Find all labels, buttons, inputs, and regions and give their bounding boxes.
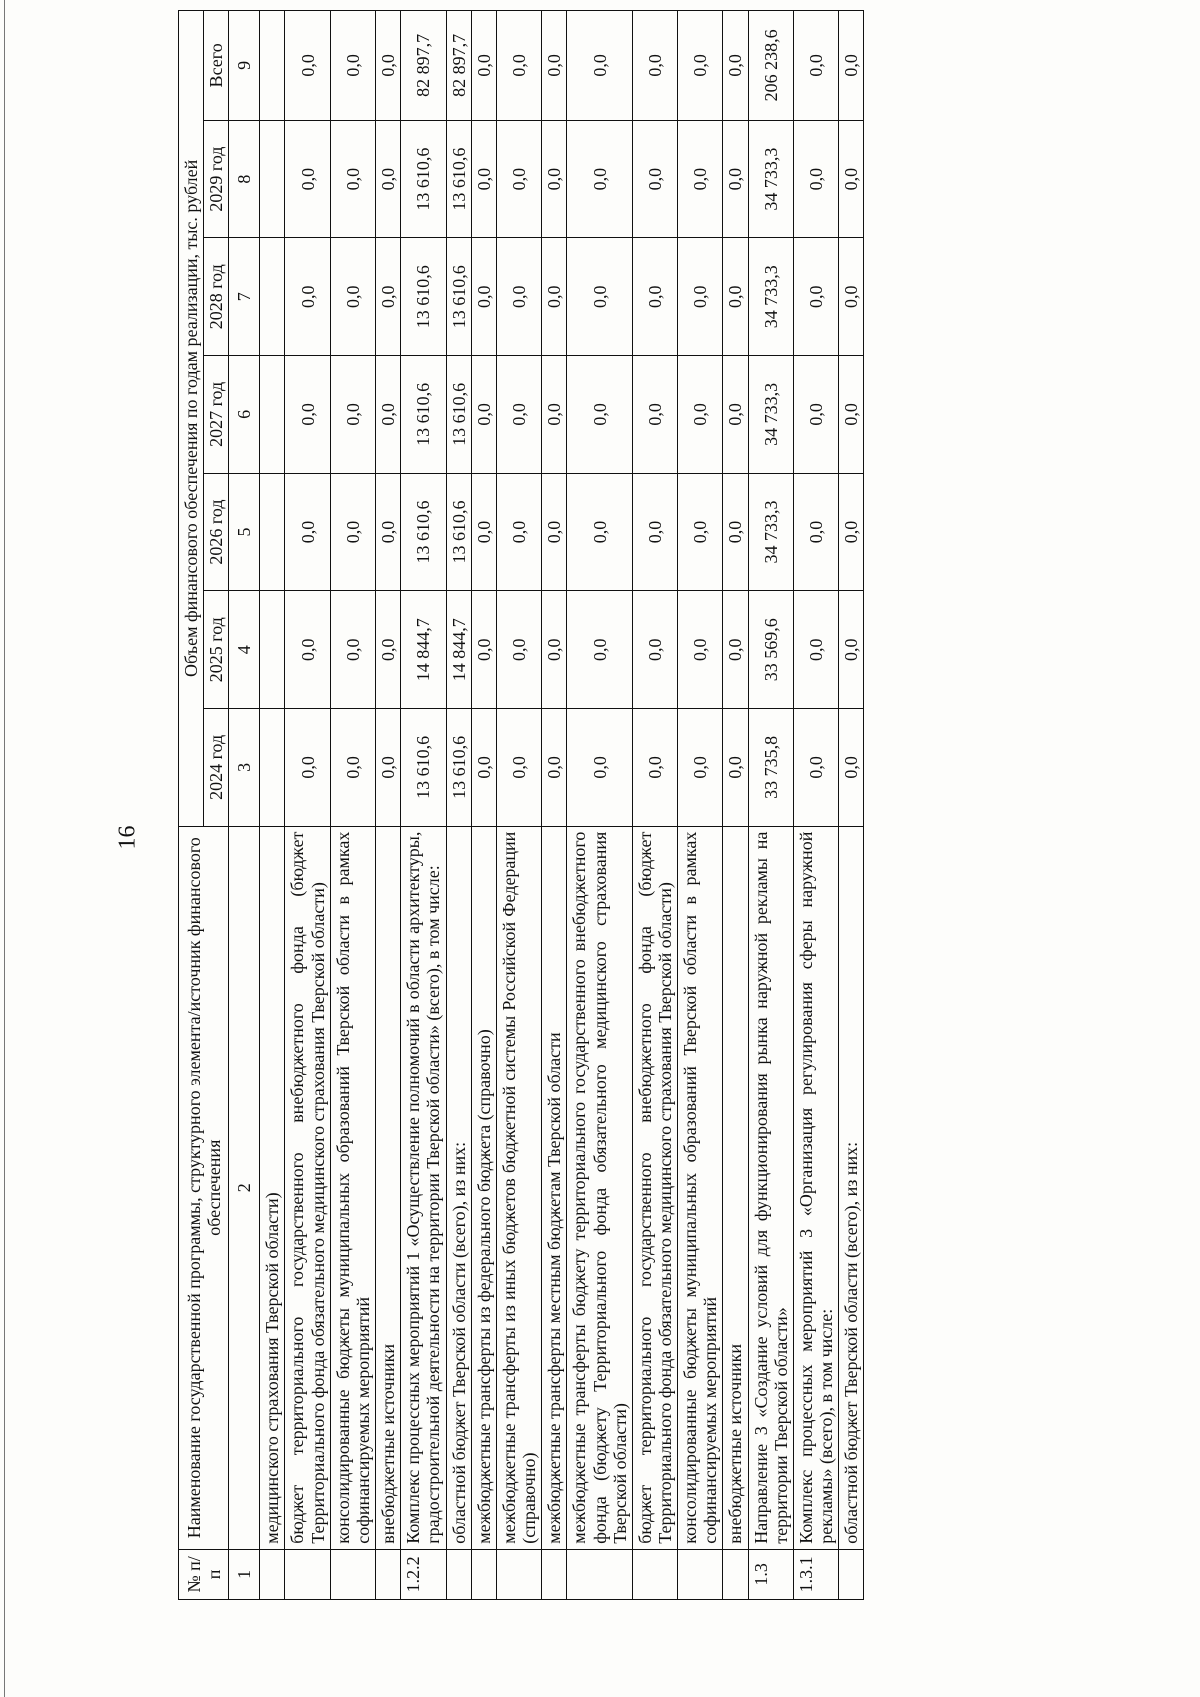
row-value: 0,0 (723, 11, 748, 121)
table-row (839, 11, 864, 1600)
row-value: 0,0 (376, 709, 401, 827)
row-value (260, 120, 285, 238)
row-number (285, 1549, 330, 1599)
header-year: 2024 год (204, 709, 229, 827)
row-value: 0,0 (793, 709, 838, 827)
table-body (260, 11, 864, 1600)
table-row (678, 11, 723, 1600)
row-value: 13 610,6 (446, 709, 471, 827)
row-name: консолидированные бюджеты муниципальных образований Тверской области в рамках софинансируемых мероприятий (330, 826, 375, 1549)
row-value: 0,0 (496, 356, 541, 474)
column-numbers-row (229, 11, 260, 1600)
row-value: 0,0 (839, 356, 864, 474)
row-value: 34 733,3 (748, 473, 793, 591)
row-number (567, 1549, 632, 1599)
row-value: 0,0 (678, 11, 723, 121)
row-value: 0,0 (567, 238, 632, 356)
row-value: 0,0 (567, 356, 632, 474)
table-row (330, 11, 375, 1600)
table-row (748, 11, 793, 1600)
column-number: 8 (229, 120, 260, 238)
row-value: 0,0 (542, 120, 567, 238)
row-value: 33 735,8 (748, 709, 793, 827)
row-value: 34 733,3 (748, 238, 793, 356)
row-value: 0,0 (471, 591, 496, 709)
row-value: 0,0 (839, 11, 864, 121)
table-row (542, 11, 567, 1600)
header-year: 2029 год (204, 120, 229, 238)
row-value: 0,0 (376, 238, 401, 356)
scan-edge-line (4, 0, 5, 1697)
row-number (446, 1549, 471, 1599)
row-value: 0,0 (542, 709, 567, 827)
column-number: 3 (229, 709, 260, 827)
row-value: 14 844,7 (446, 591, 471, 709)
row-value: 0,0 (567, 709, 632, 827)
row-number (678, 1549, 723, 1599)
row-value: 0,0 (567, 120, 632, 238)
row-name: Комплекс процессных мероприятий 1 «Осуществление полномочий в области архитектуры, градостроительной деятельности на территории Тверской области» (всего), в том числе: (401, 826, 446, 1549)
row-value: 0,0 (285, 238, 330, 356)
row-value: 0,0 (471, 709, 496, 827)
row-value: 34 733,3 (748, 120, 793, 238)
header-year: 2026 год (204, 473, 229, 591)
row-value: 0,0 (839, 238, 864, 356)
row-value: 13 610,6 (401, 356, 446, 474)
row-value: 0,0 (376, 356, 401, 474)
row-value: 0,0 (471, 11, 496, 121)
row-value: 0,0 (723, 356, 748, 474)
row-number (471, 1549, 496, 1599)
row-value: 0,0 (567, 591, 632, 709)
row-value: 82 897,7 (401, 11, 446, 121)
row-value: 0,0 (471, 473, 496, 591)
row-value: 0,0 (285, 473, 330, 591)
row-value: 13 610,6 (446, 238, 471, 356)
page-number: 16 (114, 825, 141, 850)
row-name: консолидированные бюджеты муниципальных образований Тверской области в рамках софинансируемых мероприятий (678, 826, 723, 1549)
table-row (401, 11, 446, 1600)
row-value: 0,0 (285, 356, 330, 474)
row-value: 0,0 (678, 238, 723, 356)
row-value: 0,0 (793, 238, 838, 356)
row-name: областной бюджет Тверской области (всего), из них: (446, 826, 471, 1549)
row-value: 0,0 (285, 591, 330, 709)
row-value: 0,0 (376, 11, 401, 121)
row-value: 0,0 (471, 238, 496, 356)
row-value: 0,0 (496, 238, 541, 356)
row-value: 0,0 (330, 473, 375, 591)
table-row (723, 11, 748, 1600)
row-name: внебюджетные источники (723, 826, 748, 1549)
header-name: Наименование государственной программы, структурного элемента/источник финансового обеспечения (179, 826, 229, 1549)
row-value: 0,0 (496, 11, 541, 121)
row-value: 13 610,6 (401, 238, 446, 356)
row-value: 0,0 (793, 591, 838, 709)
row-value: 0,0 (632, 356, 677, 474)
row-number (542, 1549, 567, 1599)
column-number: 2 (229, 826, 260, 1549)
column-number: 5 (229, 473, 260, 591)
table-row (567, 11, 632, 1600)
row-value: 0,0 (542, 473, 567, 591)
row-value: 0,0 (542, 11, 567, 121)
column-number: 9 (229, 11, 260, 121)
row-name: внебюджетные источники (376, 826, 401, 1549)
row-number (723, 1549, 748, 1599)
row-name: межбюджетные трансферты из иных бюджетов бюджетной системы Российской Федерации (справочно) (496, 826, 541, 1549)
row-value: 206 238,6 (748, 11, 793, 121)
row-value: 0,0 (793, 356, 838, 474)
row-value: 0,0 (793, 120, 838, 238)
row-value: 0,0 (376, 120, 401, 238)
row-value: 0,0 (496, 473, 541, 591)
funding-table-container (178, 10, 1058, 1600)
row-value (260, 709, 285, 827)
header-year: 2028 год (204, 238, 229, 356)
header-year: 2025 год (204, 591, 229, 709)
row-number (496, 1549, 541, 1599)
row-value: 0,0 (793, 473, 838, 591)
table-row (285, 11, 330, 1600)
row-value: 0,0 (723, 120, 748, 238)
row-value: 0,0 (376, 591, 401, 709)
row-value: 0,0 (376, 473, 401, 591)
row-value: 0,0 (678, 709, 723, 827)
row-value: 0,0 (723, 591, 748, 709)
header-year: Всего (204, 11, 229, 121)
row-value: 0,0 (632, 120, 677, 238)
row-value (260, 11, 285, 121)
row-value: 0,0 (567, 11, 632, 121)
row-value: 0,0 (678, 473, 723, 591)
row-name: Комплекс процессных мероприятий 3 «Организация регулирования сферы наружной рекламы» (всего), в том числе: (793, 826, 838, 1549)
funding-table (178, 10, 864, 1600)
row-value (260, 473, 285, 591)
row-name: медицинского страхования Тверской области) (260, 826, 285, 1549)
row-value: 0,0 (678, 356, 723, 474)
row-number (839, 1549, 864, 1599)
header-year: 2027 год (204, 356, 229, 474)
row-value: 0,0 (793, 11, 838, 121)
row-value: 0,0 (839, 591, 864, 709)
row-name: Направление 3 «Создание условий для функционирования рынка наружной рекламы на территории Тверской области» (748, 826, 793, 1549)
row-number: 1.3 (748, 1549, 793, 1599)
row-value: 0,0 (330, 709, 375, 827)
row-value: 0,0 (496, 591, 541, 709)
row-name: межбюджетные трансферты бюджету территориального государственного внебюджетного фонда (бюджету Территориального фонда обязательного медицинского страхования Тверской области) (567, 826, 632, 1549)
table-row (496, 11, 541, 1600)
row-value: 0,0 (678, 591, 723, 709)
column-number: 7 (229, 238, 260, 356)
row-value: 0,0 (330, 11, 375, 121)
row-value: 0,0 (542, 238, 567, 356)
row-number (330, 1549, 375, 1599)
row-value (260, 591, 285, 709)
row-value: 13 610,6 (401, 709, 446, 827)
row-value: 14 844,7 (401, 591, 446, 709)
header-funding: Объем финансового обеспечения по годам реализации, тыс. рублей (179, 11, 204, 827)
table-row (446, 11, 471, 1600)
row-value: 0,0 (723, 473, 748, 591)
row-value (260, 356, 285, 474)
table-row (471, 11, 496, 1600)
row-number: 1.2.2 (401, 1549, 446, 1599)
row-value: 0,0 (471, 356, 496, 474)
row-value: 0,0 (285, 709, 330, 827)
column-number: 4 (229, 591, 260, 709)
row-value: 0,0 (567, 473, 632, 591)
row-name: бюджет территориального государственного внебюджетного фонда (бюджет Территориального фонда обязательного медицинского страхования Тверской области) (285, 826, 330, 1549)
column-number: 1 (229, 1549, 260, 1599)
row-number (376, 1549, 401, 1599)
row-number: 1.3.1 (793, 1549, 838, 1599)
table-row (793, 11, 838, 1600)
row-value: 0,0 (330, 238, 375, 356)
row-value (260, 238, 285, 356)
header-num: № п/п (179, 1549, 229, 1599)
column-number: 6 (229, 356, 260, 474)
row-number (260, 1549, 285, 1599)
row-value: 0,0 (723, 238, 748, 356)
row-value: 0,0 (330, 120, 375, 238)
row-value: 13 610,6 (446, 473, 471, 591)
row-value: 0,0 (285, 120, 330, 238)
row-value: 0,0 (723, 709, 748, 827)
row-value: 0,0 (632, 473, 677, 591)
row-number (632, 1549, 677, 1599)
row-value: 0,0 (496, 709, 541, 827)
row-name: межбюджетные трансферты из федерального бюджета (справочно) (471, 826, 496, 1549)
row-name: областной бюджет Тверской области (всего), из них: (839, 826, 864, 1549)
row-value: 0,0 (542, 591, 567, 709)
row-value: 0,0 (330, 356, 375, 474)
row-value: 0,0 (471, 120, 496, 238)
row-value: 82 897,7 (446, 11, 471, 121)
row-value: 34 733,3 (748, 356, 793, 474)
row-value: 0,0 (496, 120, 541, 238)
row-value: 0,0 (632, 591, 677, 709)
row-name: бюджет территориального государственного внебюджетного фонда (бюджет Территориального фонда обязательного медицинского страхования Тверской области) (632, 826, 677, 1549)
row-value: 0,0 (839, 120, 864, 238)
row-name: межбюджетные трансферты местным бюджетам Тверской области (542, 826, 567, 1549)
table-row (376, 11, 401, 1600)
table-row (260, 11, 285, 1600)
row-value: 13 610,6 (401, 473, 446, 591)
row-value: 0,0 (678, 120, 723, 238)
row-value: 0,0 (330, 591, 375, 709)
row-value: 0,0 (839, 709, 864, 827)
row-value: 0,0 (632, 11, 677, 121)
table-row (632, 11, 677, 1600)
row-value: 0,0 (632, 709, 677, 827)
row-value: 0,0 (542, 356, 567, 474)
row-value: 0,0 (839, 473, 864, 591)
row-value: 13 610,6 (446, 356, 471, 474)
row-value: 13 610,6 (446, 120, 471, 238)
row-value: 13 610,6 (401, 120, 446, 238)
row-value: 33 569,6 (748, 591, 793, 709)
row-value: 0,0 (632, 238, 677, 356)
row-value: 0,0 (285, 11, 330, 121)
